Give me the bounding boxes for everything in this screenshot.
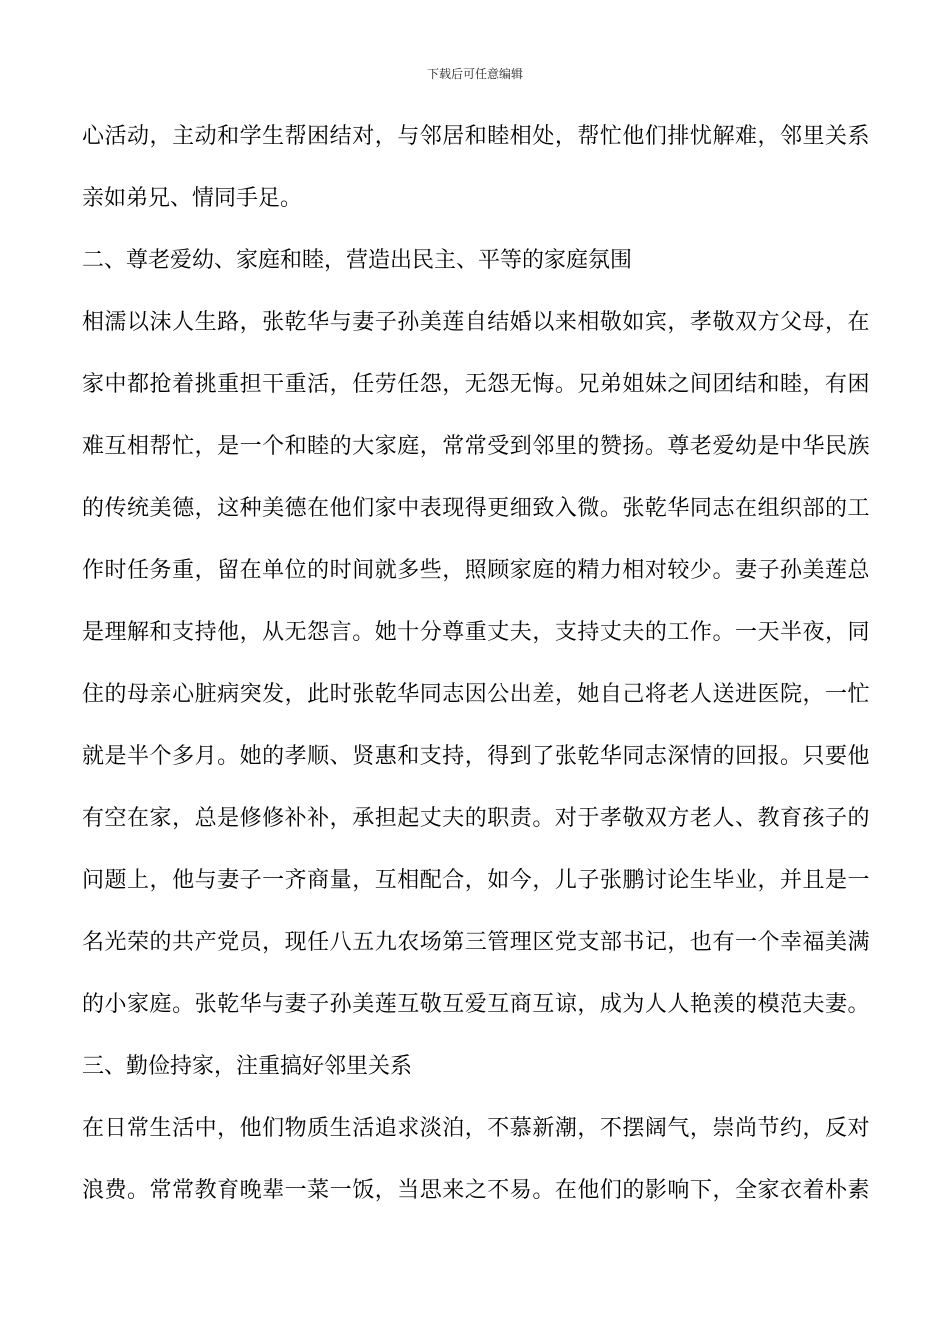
text-line: 在 日 常 生 活 中 ， 他 们 物 质 生 活 追 求 淡 泊 ， 不 慕 新 潮 ， 不 摆 阔 气 ， 崇 尚 节 约 ， 反 对 [82,1116,870,1141]
page-header: 下载后可任意编辑 [426,67,523,81]
text-line: 是 理 解 和 支 持 他 ， 从 无 怨 言 。 她 十 分 尊 重 丈 夫 ， 支 持 丈 夫 的 工 作 。 一 天 半 夜 ， 同 [82,620,870,645]
text-line: 作 时 任 务 重 ， 留 在 单 位 的 时 间 就 多 些 ， 照 顾 家 庭 的 精 力 相 对 较 少 。 妻 子 孙 美 莲 总 [82,558,870,583]
text-line: 有 空 在 家 ， 总 是 修 修 补 补 ， 承 担 起 丈 夫 的 职 责 。 对 于 孝 敬 双 方 老 人 、 教 育 孩 子 的 [82,806,870,831]
text-line: 就 是 半 个 多 月 。 她 的 孝 顺 、 贤 惠 和 支 持 ， 得 到 了 张 乾 华 同 志 深 情 的 回 报 。 只 要 他 [82,744,870,769]
text-line: 住 的 母 亲 心 脏 病 突 发 ， 此 时 张 乾 华 同 志 因 公 出 差 ， 她 自 己 将 老 人 送 进 医 院 ， 一 忙 [82,682,870,707]
text-line: 心 活 动 ， 主 动 和 学 生 帮 困 结 对 ， 与 邻 居 和 睦 相 处 ， 帮 忙 他 们 排 忧 解 难 ， 邻 里 关 系 [82,124,870,149]
section-heading: 二、尊老爱幼、家庭和睦，营造出民主、平等的家庭氛围 [82,248,633,273]
document-body [82,117,870,1233]
text-line: 名 光 荣 的 共 产 党 员 ， 现 任 八 五 九 农 场 第 三 管 理 区 党 支 部 书 记 ， 也 有 一 个 幸 福 美 满 [82,930,870,955]
text-line: 的 小 家 庭 。 张 乾 华 与 妻 子 孙 美 莲 互 敬 互 爱 互 商 互 谅 ， 成 为 人 人 艳 羡 的 模 范 夫 妻 。 [82,992,870,1017]
text-line: 家 中 都 抢 着 挑 重 担 干 重 活 ， 任 劳 任 怨 ， 无 怨 无 悔 。 兄 弟 姐 妹 之 间 团 结 和 睦 ， 有 困 [82,372,870,397]
section-heading: 三、勤俭持家，注重搞好邻里关系 [82,1054,413,1079]
text-line: 浪 费 。 常 常 教 育 晚 辈 一 菜 一 饭 ， 当 思 来 之 不 易 。 在 他 们 的 影 响 下 ， 全 家 衣 着 朴 素 [82,1178,870,1203]
text-line: 问 题 上 ， 他 与 妻 子 一 齐 商 量 ， 互 相 配 合 ， 如 今 ， 儿 子 张 鹏 讨 论 生 毕 业 ， 并 且 是 一 [82,868,870,893]
text-line: 相 濡 以 沫 人 生 路 ， 张 乾 华 与 妻 子 孙 美 莲 自 结 婚 以 来 相 敬 如 宾 ， 孝 敬 双 方 父 母 ， 在 [82,310,870,335]
text-line: 亲如弟兄、情同手足。 [82,186,303,211]
text-line: 的 传 统 美 德 ， 这 种 美 德 在 他 们 家 中 表 现 得 更 细 致 入 微 。 张 乾 华 同 志 在 组 织 部 的 工 [82,496,870,521]
text-line: 难 互 相 帮 忙 ， 是 一 个 和 睦 的 大 家 庭 ， 常 常 受 到 邻 里 的 赞 扬 。 尊 老 爱 幼 是 中 华 民 族 [82,434,870,459]
